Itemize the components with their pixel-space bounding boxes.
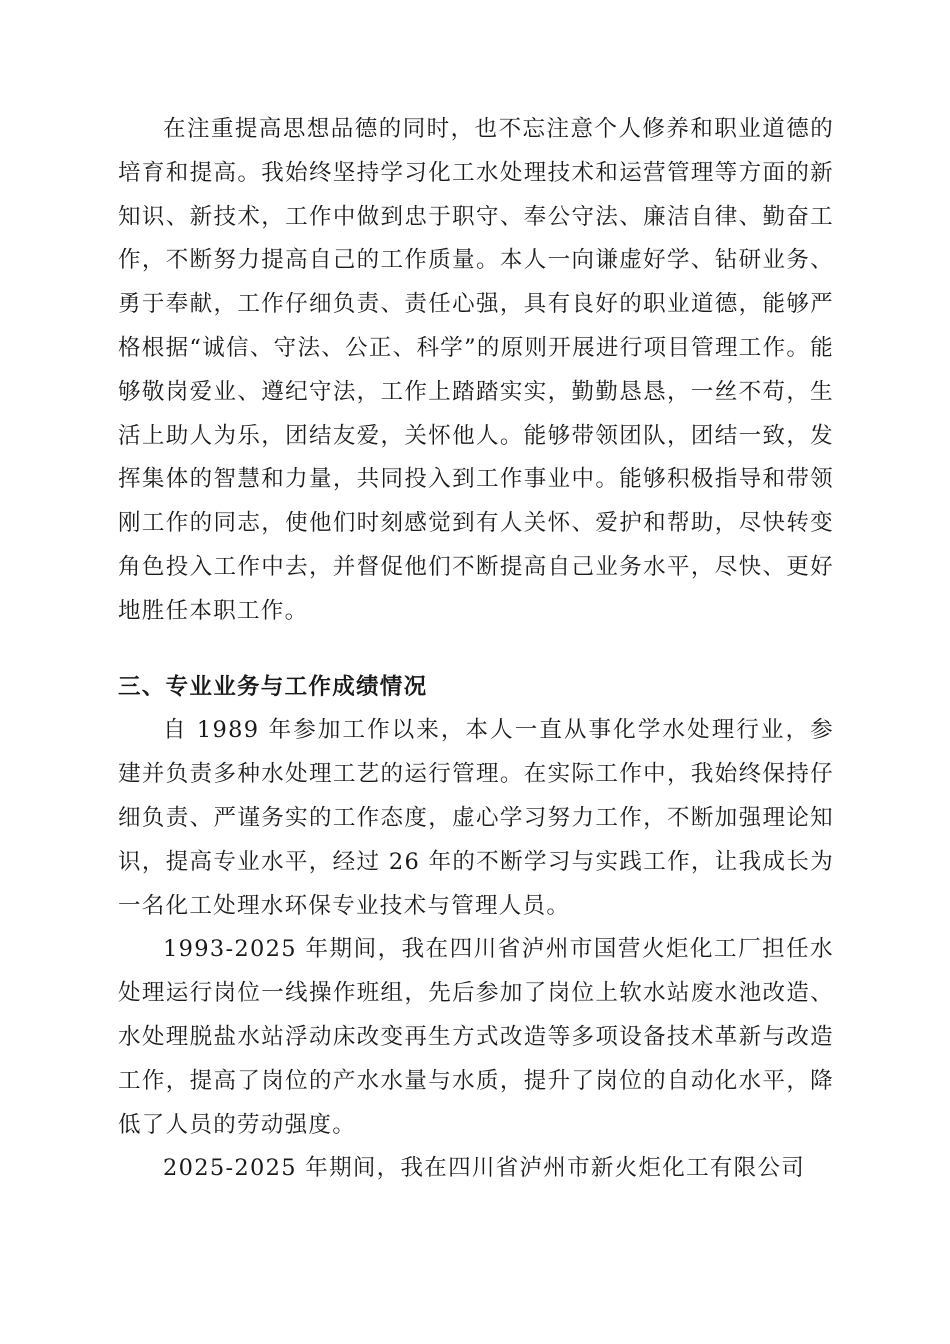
body-paragraph: 自 1989 年参加工作以来，本人一直从事化学水处理行业，参建并负责多种水处理工艺的运行管理。在实际工作中，我始终保持仔细负责、严谨务实的工作态度，虚心学习努力工作，不断加强理论知识，提高专业水平，经过 26 年的不断学习与实践工作，让我成长为一名化工处理水环保专业技术与管理人员。	[118, 717, 834, 919]
body-paragraph: 在注重提高思想品德的同时，也不忘注意个人修养和职业道德的培育和提高。我始终坚持学习化工水处理技术和运营管理等方面的新知识、新技术，工作中做到忠于职守、奉公守法、廉洁自律、勤奋工作，不断努力提高自己的工作质量。本人一向谦虚好学、钻研业务、勇于奉献，工作仔细负责、责任心强，具有良好的职业道德，能够严格根据“诚信、守法、公正、科学”的原则开展进行项目管理工作。能够敬岗爱业、遵纪守法，工作上踏踏实实，勤勤恳恳，一丝不苟，生活上助人为乐，团结友爱，关怀他人。能够带领团队，团结一致，发挥集体的智慧和力量，共同投入到工作事业中。能够积极指导和带领刚工作的同志，使他们时刻感觉到有人关怀、爱护和帮助，尽快转变角色投入工作中去，并督促他们不断提高自己业务水平，尽快、更好地胜任本职工作。	[118, 116, 834, 624]
document-page	[118, 108, 834, 1191]
body-paragraph: 2025-2025 年期间，我在四川省泸州市新火炬化工有限公司	[163, 1155, 806, 1182]
body-paragraph: 1993-2025 年期间，我在四川省泸州市国营火炬化工厂担任水处理运行岗位一线操作班组，先后参加了岗位上软水站废水池改造、水处理脱盐水站浮动床改变再生方式改造等多项设备技术革新与改造工作，提高了岗位的产水水量与水质，提升了岗位的自动化水平，降低了人员的劳动强度。	[118, 936, 834, 1138]
section-heading: 三、专业业务与工作成绩情况	[118, 673, 428, 700]
